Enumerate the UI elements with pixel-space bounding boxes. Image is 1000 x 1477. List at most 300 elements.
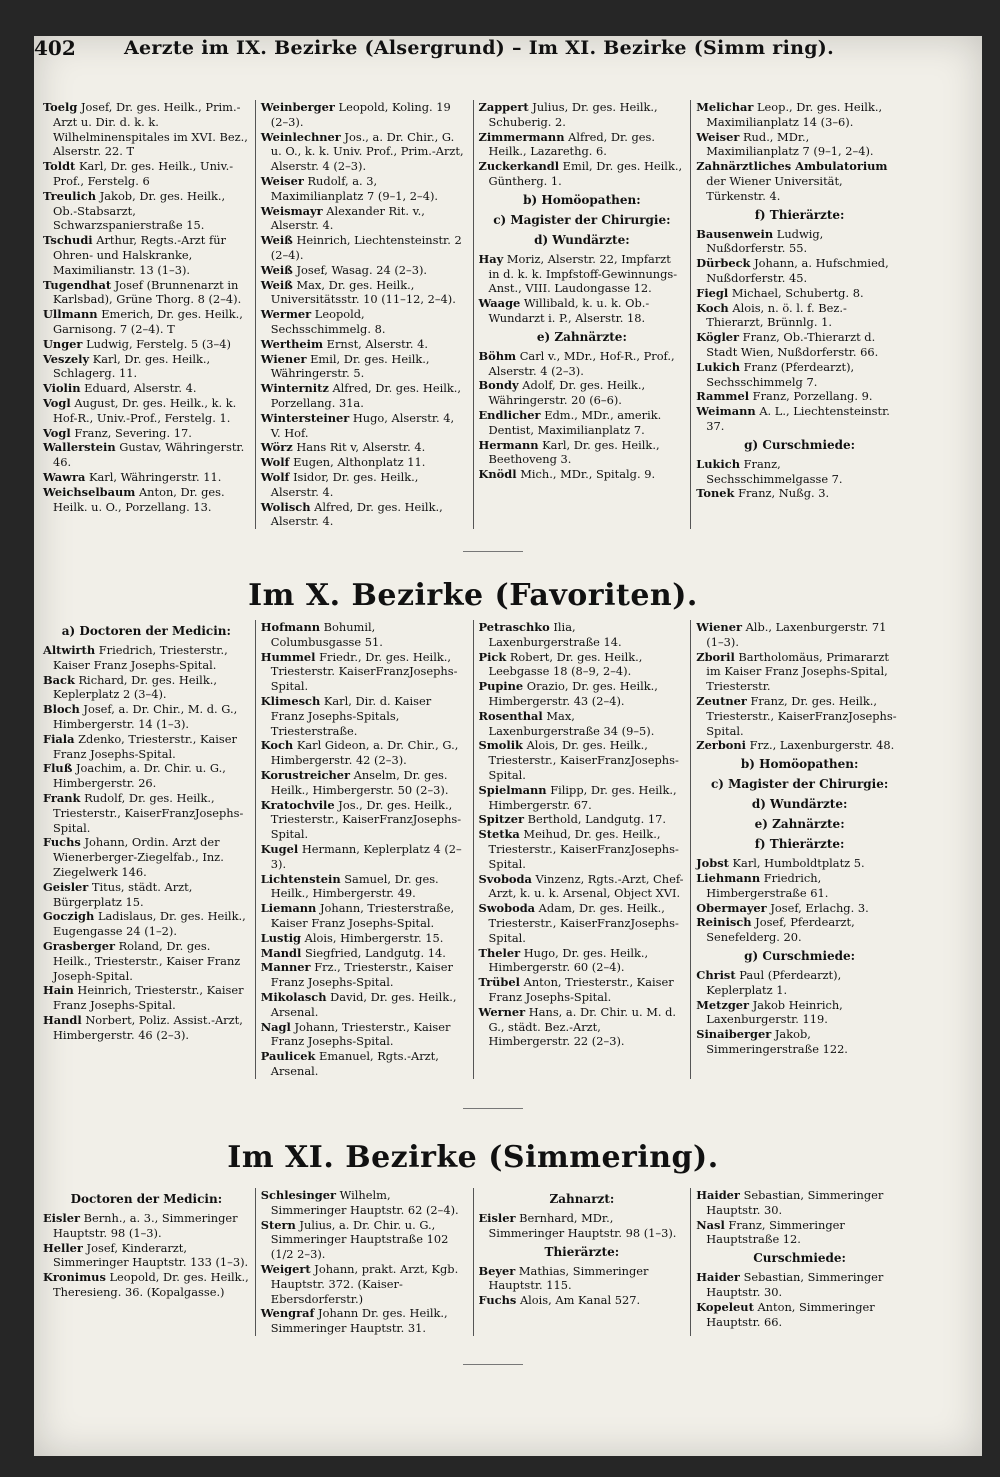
entry-name: Pick: [478, 649, 507, 664]
directory-entry: [261, 500, 468, 530]
directory-column: [473, 100, 691, 529]
entry-name: Smolik: [478, 738, 523, 753]
directory-entry: [43, 835, 250, 879]
entry-details: Eugen, Althonplatz 11.: [293, 455, 426, 470]
directory-entry: [43, 485, 250, 515]
subsection-heading: e) Zahnärzte:: [754, 817, 845, 832]
directory-entry: [479, 1211, 686, 1241]
directory-column: [255, 1188, 473, 1336]
entry-details: Leopold, Dr. ges. Heilk., Theresieng. 36. (Kopalgasse.): [53, 1270, 249, 1299]
entry-details: Rudolf, Dr. ges. Heilk., Triesterstr., KaiserFranzJosephs-Spital.: [53, 790, 244, 835]
directory-entry: [43, 983, 250, 1013]
entry-details: Hugo, Alserstr. 4, V. Hof.: [270, 410, 455, 440]
entry-details: Siegfried, Landgutg. 14.: [304, 945, 446, 960]
directory-entry: [696, 301, 903, 331]
directory-entry: [261, 738, 468, 768]
directory-entry: [696, 404, 903, 434]
directory-entry: [261, 352, 468, 382]
entry-details: Karl, Dr. ges. Heilk., Beethoveng 3.: [488, 437, 660, 467]
directory-entry: [696, 1218, 903, 1248]
subsection-heading: Thierärzte:: [544, 1244, 620, 1259]
directory-entry: [479, 620, 686, 650]
entry-name: Lichtenstein: [260, 871, 341, 886]
entry-details: Johann, prakt. Arzt, Kgb. Hauptstr. 372. (Kaiser-Ebersdorferstr.): [270, 1261, 459, 1306]
entry-name: Rosenthal: [478, 708, 543, 723]
entry-details: Rud., MDr., Maximilianplatz 7 (9–1, 2–4).: [706, 129, 874, 159]
entry-details: Leopold, Koling. 19 (2–3).: [270, 100, 451, 129]
section-district-x: [38, 620, 908, 1090]
entry-details: Bernh., a. 3., Simmeringer Hauptstr. 98 (1–3).: [53, 1211, 238, 1240]
directory-entry: [696, 968, 903, 998]
entry-name: Treulich: [43, 188, 97, 203]
section-title-district-x: Im X. Bezirke (Favoriten).: [248, 578, 698, 613]
entry-details: Mathias, Simmeringer Hauptstr. 115.: [488, 1263, 649, 1293]
directory-entry: [479, 100, 686, 130]
entry-details: Heinrich, Liechtensteinstr. 2 (2–4).: [270, 233, 462, 262]
section-divider: [463, 551, 523, 552]
entry-name: Zappert: [478, 100, 529, 114]
directory-entry: [43, 100, 250, 159]
entry-name: Eisler: [478, 1211, 516, 1225]
entry-name: Altwirth: [43, 643, 96, 657]
entry-details: Alois, Himbergerstr. 15.: [304, 930, 444, 945]
directory-entry: [261, 263, 468, 278]
directory-entry: [479, 408, 686, 438]
entry-name: Grasberger: [43, 938, 115, 953]
subsection-heading: b) Homöopathen:: [740, 757, 859, 772]
entry-details: der Wiener Universität, Türkenstr. 4.: [706, 173, 843, 203]
entry-name: Bausenwein: [696, 226, 774, 241]
entry-details: August, Dr. ges. Heilk., k. k. Hof-R., Univ.-Prof., Ferstelg. 1.: [53, 395, 237, 425]
directory-entry: [43, 381, 250, 396]
entry-name: Melichar: [696, 100, 754, 114]
directory-column: [473, 620, 691, 1079]
entry-name: Korustreicher: [260, 767, 350, 782]
entry-details: Orazio, Dr. ges. Heilk., Himbergerstr. 43 (2–4).: [488, 679, 658, 708]
subsection-heading: Curschmiede:: [753, 1251, 846, 1266]
directory-entry: [261, 233, 468, 263]
directory-entry: [479, 1264, 686, 1294]
entry-name: Rammel: [696, 389, 750, 404]
entry-name: Svoboda: [478, 871, 532, 886]
directory-entry: [479, 783, 686, 813]
entry-details: Anselm, Dr. ges. Heilk., Himbergerstr. 50 (2–3).: [270, 767, 449, 797]
entry-name: Goczigh: [43, 909, 95, 924]
entry-details: Roland, Dr. ges. Heilk., Triesterstr., Kaiser Franz Joseph-Spital.: [53, 938, 241, 983]
entry-name: Weinberger: [260, 100, 335, 114]
directory-column: [38, 620, 255, 1079]
entry-name: Wintersteiner: [260, 410, 350, 425]
entry-details: Isidor, Dr. ges. Heilk., Alserstr. 4.: [270, 469, 419, 499]
entry-name: Unger: [43, 336, 83, 351]
directory-entry: [479, 738, 686, 782]
directory-entry: [261, 694, 468, 738]
entry-details: Franz (Pferdearzt), Sechsschimmelg 7.: [706, 359, 855, 389]
entry-name: Ullmann: [43, 307, 98, 322]
entry-name: Stern: [260, 1217, 296, 1232]
entry-details: Josef, Wasag. 24 (2–3).: [296, 262, 428, 277]
directory-entry: [261, 1049, 468, 1079]
entry-details: Anton, Simmeringer Hauptstr. 66.: [706, 1299, 875, 1329]
entry-name: Vogl: [43, 395, 71, 410]
entry-name: Heller: [43, 1240, 83, 1255]
entry-name: Toldt: [43, 159, 76, 174]
directory-entry: [696, 360, 903, 390]
entry-name: Zuckerkandl: [478, 159, 560, 174]
entry-details: Jos., Dr. ges. Heilk., Triesterstr., KaiserFranzJosephs-Spital.: [270, 797, 462, 842]
entry-name: Zeutner: [696, 693, 747, 708]
entry-details: Alfred, Dr. ges. Heilk., Alserstr. 4.: [270, 499, 443, 529]
directory-entry: [43, 909, 250, 939]
entry-name: Wolf: [260, 455, 290, 470]
entry-details: Gustav, Währingerstr. 46.: [53, 440, 245, 470]
entry-name: Spitzer: [478, 812, 524, 827]
entry-name: Weiser: [260, 173, 304, 188]
entry-name: Bondy: [478, 378, 519, 393]
directory-entry: [479, 827, 686, 871]
entry-details: Rudolf, a. 3, Maximilianplatz 7 (9–1, 2–4).: [270, 173, 439, 203]
entry-details: Emil, Dr. ges. Heilk., Währingerstr. 5.: [270, 351, 430, 381]
entry-name: Hummel: [260, 649, 316, 664]
entry-name: Knödl: [478, 467, 517, 482]
entry-name: Waage: [478, 296, 521, 311]
directory-entry: [261, 946, 468, 961]
entry-details: Norbert, Poliz. Assist.-Arzt, Himbergerstr. 46 (2–3).: [53, 1012, 243, 1042]
directory-column: [473, 1188, 691, 1336]
directory-entry: [261, 307, 468, 337]
directory-entry: [261, 1020, 468, 1050]
entry-name: Zboril: [696, 649, 735, 664]
entry-name: Weimann: [696, 404, 756, 419]
entry-details: Edm., MDr., amerik. Dentist, Maximilianplatz 7.: [488, 407, 662, 437]
directory-entry: [696, 330, 903, 360]
entry-name: Geisler: [43, 879, 89, 894]
entry-name: Weinlechner: [260, 129, 341, 144]
subsection-heading: g) Curschmiede:: [744, 437, 856, 452]
entry-name: Hay: [478, 251, 504, 266]
entry-details: Heinrich, Triesterstr., Kaiser Franz Josephs-Spital.: [53, 983, 244, 1013]
entry-name: Metzger: [696, 997, 750, 1012]
entry-details: Emanuel, Rgts.-Arzt, Arsenal.: [270, 1049, 439, 1078]
directory-entry: [261, 174, 468, 204]
entry-name: Obermayer: [696, 900, 767, 915]
entry-details: Vinzenz, Rgts.-Arzt, Chef-Arzt, k. u. k. Arsenal, Object XVI.: [488, 871, 684, 901]
directory-entry: [479, 296, 686, 326]
entry-details: Julius, a. Dr. Chir. u. G., Simmeringer Hauptstraße 102 (1/2 2–3).: [270, 1217, 449, 1262]
entry-name: Mandl: [260, 945, 302, 960]
directory-entry: [696, 738, 903, 753]
directory-entry: [261, 960, 468, 990]
entry-name: Vogl: [43, 425, 71, 440]
entry-name: Böhm: [478, 348, 517, 363]
entry-name: Wermer: [260, 307, 312, 322]
entry-name: Weismayr: [260, 203, 323, 218]
entry-name: Back: [43, 672, 75, 687]
entry-details: Wilhelm, Simmeringer Hauptstr. 62 (2–4).: [270, 1188, 459, 1217]
entry-details: Alb., Laxenburgerstr. 71 (1–3).: [706, 620, 887, 649]
entry-details: Alois, n. ö. l. f. Bez.-Thierarzt, Brünnlg. 1.: [706, 300, 847, 330]
directory-entry: [696, 871, 903, 901]
entry-name: Klimesch: [260, 693, 321, 708]
subsection-heading: d) Wundärzte:: [534, 232, 630, 247]
directory-entry: [479, 709, 686, 739]
entry-name: Hofmann: [260, 620, 321, 634]
subsection-heading: b) Homöopathen:: [523, 192, 641, 207]
directory-entry: [479, 349, 686, 379]
directory-column: [690, 620, 908, 1079]
entry-details: Emil, Dr. ges. Heilk., Güntherg. 1.: [488, 159, 683, 188]
subsection-heading: d) Wundärzte:: [751, 797, 848, 812]
directory-entry: [43, 307, 250, 337]
running-head: Aerzte im IX. Bezirke (Alsergrund) – Im XI. Bezirke (Simm ring).: [124, 37, 834, 59]
entry-name: Zahnärztliches Ambulatorium: [696, 159, 888, 174]
entry-details: Filipp, Dr. ges. Heilk., Himbergerstr. 67.: [488, 782, 677, 812]
directory-entry: [43, 159, 250, 189]
entry-details: Friedrich, Triesterstr., Kaiser Franz Josephs-Spital.: [53, 643, 228, 672]
directory-entry: [43, 426, 250, 441]
entry-details: Sebastian, Simmeringer Hauptstr. 30.: [706, 1270, 884, 1299]
directory-entry: [43, 396, 250, 426]
directory-column: [38, 1188, 255, 1336]
entry-details: Franz, Sechsschimmelgasse 7.: [706, 456, 843, 486]
entry-name: Wörz: [260, 440, 293, 455]
entry-name: Frank: [43, 790, 81, 805]
entry-details: Paul (Pferdearzt), Keplerplatz 1.: [706, 967, 842, 997]
directory-entry: [261, 1188, 468, 1218]
entry-details: Emerich, Dr. ges. Heilk., Garnisong. 7 (2–4). T: [53, 307, 243, 336]
entry-details: Franz, Porzellang. 9.: [752, 389, 873, 404]
entry-name: Jobst: [696, 856, 729, 871]
entry-name: Wallerstein: [43, 440, 116, 455]
entry-name: Lustig: [260, 930, 302, 945]
entry-name: Tschudi: [43, 233, 93, 248]
entry-details: Mich., MDr., Spitalg. 9.: [520, 467, 656, 482]
directory-entry: [696, 486, 903, 501]
entry-details: Ladislaus, Dr. ges. Heilk., Eugengasse 24 (1–2).: [53, 909, 246, 939]
directory-entry: [696, 159, 903, 203]
entry-details: Jos., a. Dr. Chir., G. u. O., k. k. Univ. Prof., Prim.-Arzt, Alserstr. 4 (2–3).: [270, 129, 464, 174]
entry-details: Berthold, Landgutg. 17.: [527, 812, 666, 827]
directory-entry: [43, 189, 250, 233]
entry-name: Swoboda: [478, 901, 536, 916]
directory-column: [255, 620, 473, 1079]
directory-entry: [479, 1293, 686, 1308]
directory-entry: [43, 673, 250, 703]
directory-entry: [43, 880, 250, 910]
entry-details: Franz, Dr. ges. Heilk., Triesterstr., KaiserFranzJosephs-Spital.: [706, 693, 897, 738]
entry-name: Werner: [478, 1004, 526, 1019]
subsection-heading: Zahnarzt:: [549, 1192, 615, 1206]
directory-entry: [479, 650, 686, 680]
entry-details: Bernhard, MDr., Simmeringer Hauptstr. 98 (1–3).: [488, 1211, 677, 1240]
directory-entry: [261, 1218, 468, 1262]
directory-column: [255, 100, 473, 529]
entry-details: Bohumil, Columbusgasse 51.: [270, 620, 383, 649]
directory-entry: [261, 470, 468, 500]
section-title-district-xi: Im XI. Bezirke (Simmering).: [227, 1140, 719, 1175]
entry-name: Kugel: [260, 841, 299, 856]
entry-details: Samuel, Dr. ges. Heilk., Himbergerstr. 49.: [270, 871, 439, 901]
entry-details: Franz, Nußg. 3.: [738, 486, 830, 501]
directory-entry: [696, 1270, 903, 1300]
entry-details: Frz., Laxenburgerstr. 48.: [749, 738, 895, 753]
entry-name: Koch: [260, 738, 294, 753]
entry-details: Josef, a. Dr. Chir., M. d. G., Himbergerstr. 14 (1–3).: [53, 702, 238, 731]
entry-name: Wiener: [260, 351, 307, 366]
directory-entry: [43, 1013, 250, 1043]
subsection-heading: c) Magister der Chirurgie:: [710, 777, 889, 792]
directory-entry: [261, 440, 468, 455]
subsection-heading: c) Magister der Chirurgie:: [493, 212, 671, 227]
directory-entry: [479, 252, 686, 296]
directory-entry: [479, 467, 686, 482]
directory-entry: [479, 812, 686, 827]
directory-entry: [479, 438, 686, 468]
entry-name: Mikolasch: [260, 989, 327, 1004]
subsection-heading: f) Thierärzte:: [754, 837, 845, 852]
entry-name: Wolisch: [260, 499, 311, 514]
entry-details: Michael, Schubertg. 8.: [731, 285, 864, 300]
directory-entry: [261, 650, 468, 694]
entry-details: Eduard, Alserstr. 4.: [84, 381, 197, 396]
section-district-xi: [38, 1188, 908, 1358]
entry-details: Karl Gideon, a. Dr. Chir., G., Himbergerstr. 42 (2–3).: [270, 738, 459, 768]
section-divider: [463, 1108, 523, 1109]
entry-name: Nagl: [260, 1019, 291, 1034]
entry-name: Wengraf: [260, 1306, 315, 1321]
entry-details: Franz, Ob.-Thierarzt d. Stadt Wien, Nußdorferstr. 66.: [706, 330, 879, 359]
entry-details: Karl, Währingerstr. 11.: [89, 469, 222, 484]
entry-details: Richard, Dr. ges. Heilk., Keplerplatz 2 (3–4).: [53, 672, 217, 702]
directory-entry: [43, 278, 250, 308]
directory-entry: [479, 679, 686, 709]
entry-details: Franz, Severing. 17.: [74, 425, 192, 440]
entry-details: Alois, Am Kanal 527.: [519, 1293, 641, 1308]
entry-details: Leop., Dr. ges. Heilk., Maximilianplatz 14 (3–6).: [706, 100, 883, 129]
entry-name: Fiegl: [696, 285, 729, 300]
entry-name: Wertheim: [260, 336, 324, 351]
entry-name: Reinisch: [696, 915, 752, 930]
entry-details: Jakob, Simmeringerstraße 122.: [706, 1027, 848, 1056]
entry-details: Jakob Heinrich, Laxenburgerstr. 119.: [706, 997, 843, 1027]
subsection-heading: Doctoren der Medicin:: [70, 1192, 223, 1206]
directory-entry: [261, 337, 468, 352]
entry-details: Alois, Dr. ges. Heilk., Triesterstr., KaiserFranzJosephs-Spital.: [488, 738, 679, 782]
entry-details: Johann, a. Hufschmied, Nußdorferstr. 45.: [706, 256, 889, 285]
entry-name: Trübel: [478, 975, 520, 990]
entry-details: Joachim, a. Dr. Chir. u. G., Himbergerstr. 26.: [53, 761, 226, 791]
directory-entry: [43, 352, 250, 382]
entry-details: Alfred, Dr. ges. Heilk., Porzellang. 31a.: [270, 381, 462, 410]
entry-details: Ilia, Laxenburgerstraße 14.: [488, 620, 622, 649]
section-district-ix: [38, 100, 908, 540]
entry-details: Adolf, Dr. ges. Heilk., Währingerstr. 20 (6–6).: [488, 378, 646, 408]
directory-column: [38, 100, 255, 529]
directory-entry: [479, 1005, 686, 1049]
entry-name: Nasl: [696, 1217, 725, 1232]
directory-entry: [43, 1211, 250, 1241]
entry-name: Wiener: [696, 620, 742, 634]
entry-name: Manner: [260, 960, 311, 975]
directory-entry: [261, 100, 468, 130]
directory-entry: [43, 939, 250, 983]
entry-name: Fuchs: [478, 1293, 517, 1308]
entry-name: Kronimus: [43, 1270, 106, 1285]
entry-name: Kopeleut: [696, 1299, 754, 1314]
page-number: 402: [34, 36, 76, 60]
entry-name: Violin: [43, 381, 81, 396]
entry-details: Josef (Brunnenarzt in Karlsbad), Grüne Thorg. 8 (2–4).: [53, 277, 242, 307]
entry-name: Pupine: [478, 679, 524, 694]
directory-entry: [696, 915, 903, 945]
directory-entry: [696, 620, 903, 650]
directory-entry: [261, 872, 468, 902]
directory-entry: [479, 159, 686, 189]
directory-column: [690, 1188, 908, 1336]
directory-entry: [261, 278, 468, 308]
entry-details: Johann, Triesterstraße, Kaiser Franz Josephs-Spital.: [270, 901, 455, 930]
entry-name: Haider: [696, 1270, 740, 1285]
entry-details: Johann Dr. ges. Heilk., Simmeringer Hauptstr. 31.: [270, 1306, 448, 1336]
entry-name: Dürbeck: [696, 256, 751, 271]
entry-details: Johann, Ordin. Arzt der Wienerberger-Ziegelfab., Inz. Ziegelwerk 146.: [53, 835, 224, 879]
directory-entry: [696, 901, 903, 916]
entry-details: David, Dr. ges. Heilk., Arsenal.: [270, 989, 457, 1019]
directory-entry: [43, 337, 250, 352]
directory-entry: [43, 761, 250, 791]
entry-details: Josef, Kinderarzt, Simmeringer Hauptstr. 133 (1–3).: [53, 1240, 249, 1270]
entry-details: Frz., Triesterstr., Kaiser Franz Josephs-Spital.: [270, 960, 453, 990]
entry-details: Friedr., Dr. ges. Heilk., Triesterstr. KaiserFranzJosephs-Spital.: [270, 649, 458, 694]
entry-details: Alfred, Dr. ges. Heilk., Lazarethg. 6.: [488, 129, 655, 159]
directory-entry: [479, 901, 686, 945]
directory-entry: [261, 455, 468, 470]
entry-name: Petraschko: [478, 620, 550, 634]
entry-details: Josef, Erlachg. 3.: [770, 900, 869, 915]
entry-details: Alexander Rit. v., Alserstr. 4.: [270, 203, 425, 233]
directory-entry: [696, 256, 903, 286]
entry-details: Karl, Dr. ges. Heilk., Schlagerg. 11.: [53, 351, 211, 381]
subsection-heading: a) Doctoren der Medicin:: [61, 624, 231, 638]
directory-entry: [43, 702, 250, 732]
directory-entry: [43, 1241, 250, 1271]
directory-entry: [696, 227, 903, 257]
entry-details: Moriz, Alserstr. 22, Impfarzt in d. k. k. Impfstoff-Gewinnungs-Anst., VIII. Laudongasse 12.: [488, 251, 678, 296]
entry-name: Fiala: [43, 731, 75, 746]
entry-details: Meihud, Dr. ges. Heilk., Triesterstr., KaiserFranzJosephs-Spital.: [488, 827, 679, 871]
entry-name: Kratochvile: [260, 797, 335, 812]
entry-details: Franz, Simmeringer Hauptstraße 12.: [706, 1217, 845, 1247]
directory-entry: [696, 389, 903, 404]
directory-entry: [261, 411, 468, 441]
entry-name: Veszely: [43, 351, 90, 366]
entry-name: Beyer: [478, 1263, 516, 1278]
entry-name: Theler: [478, 945, 521, 960]
directory-entry: [696, 1188, 903, 1218]
directory-entry: [43, 233, 250, 277]
entry-name: Kögler: [696, 330, 740, 345]
entry-name: Liehmann: [696, 870, 761, 885]
entry-name: Hain: [43, 983, 74, 998]
entry-name: Weiß: [260, 277, 293, 292]
entry-name: Spielmann: [478, 782, 547, 797]
directory-entry: [696, 130, 903, 160]
entry-details: Julius, Dr. ges. Heilk., Schuberig. 2.: [488, 100, 658, 129]
entry-details: Friedrich, Himbergerstraße 61.: [706, 870, 829, 900]
directory-entry: [261, 768, 468, 798]
entry-details: Max, Dr. ges. Heilk., Universitätsstr. 10 (11–12, 2–4).: [270, 277, 456, 307]
directory-entry: [261, 842, 468, 872]
